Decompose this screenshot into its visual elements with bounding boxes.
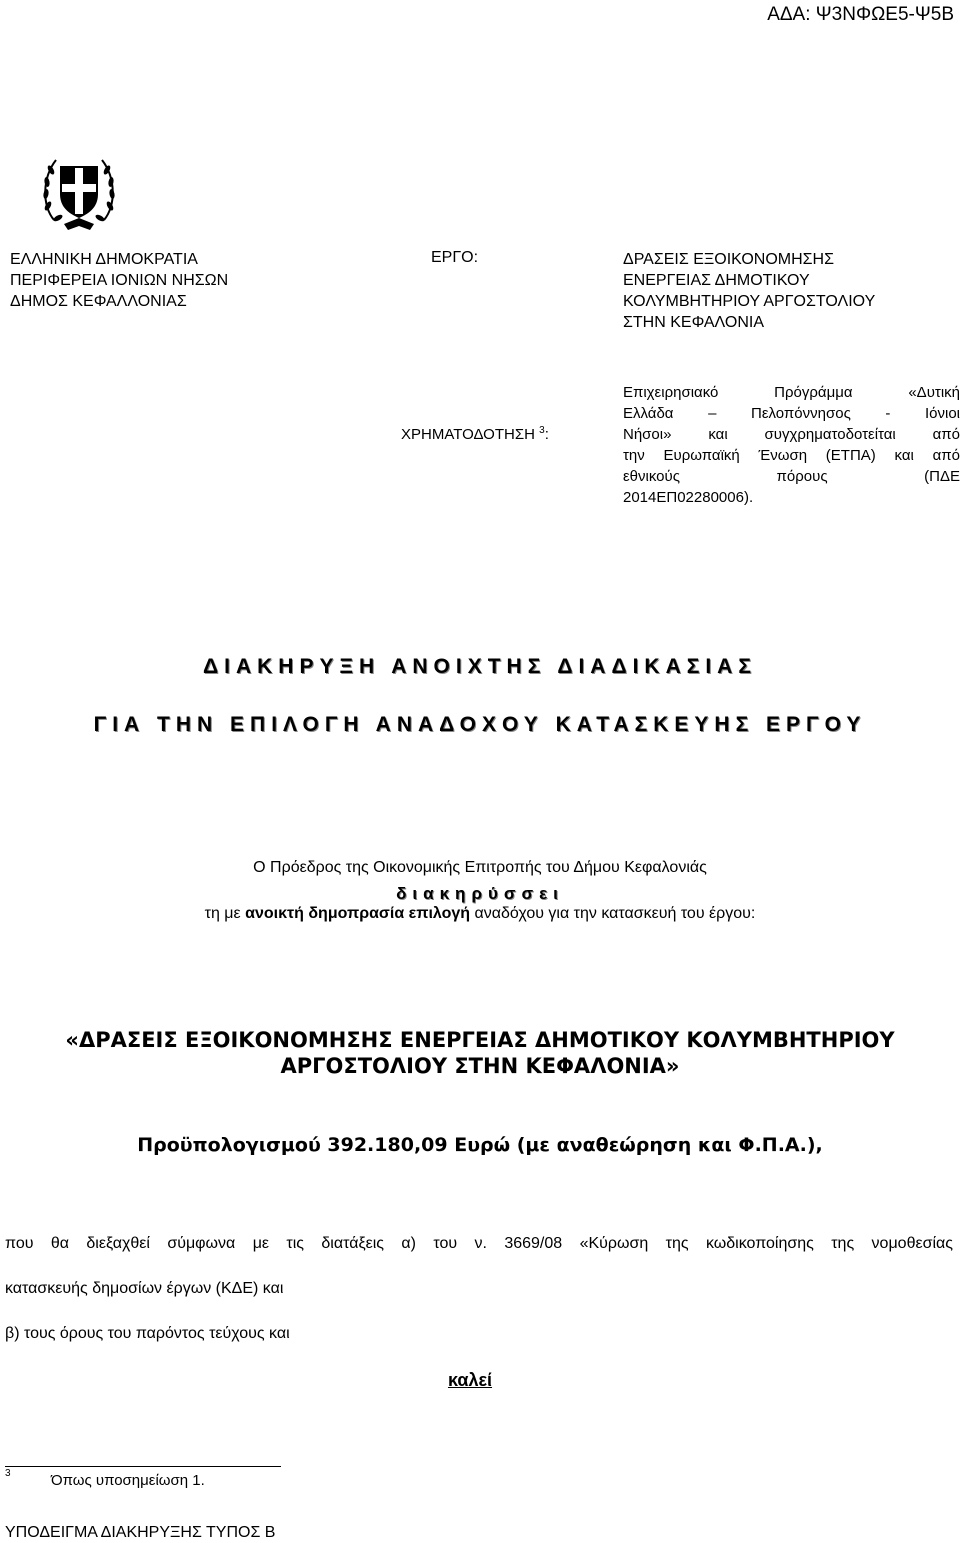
project-name-line: ΑΡΓΟΣΤΟΛΙΟΥ ΣΤΗΝ ΚΕΦΑΛΟΝΙΑ»: [280, 1054, 680, 1078]
project-title-line: ΚΟΛΥΜΒΗΤΗΡΙΟΥ ΑΡΓΟΣΤΟΛΙΟΥ: [623, 293, 876, 310]
funding-footnote-ref: 3: [539, 425, 545, 436]
funding-line: Επιχειρησιακό Πρόγράμμα «Δυτική: [623, 384, 960, 401]
page-footer: ΥΠΟΔΕΙΓΜΑ ΔΙΑΚΗΡΥΞΗΣ ΤΥΠΟΣ Β: [5, 1524, 276, 1541]
paragraph-line: β) τους όρους του παρόντος τεύχους και: [5, 1325, 290, 1342]
footnote: [5, 1468, 205, 1489]
sub-heading: ΓΙΑ ΤΗΝ ΕΠΙΛΟΓΗ ΑΝΑΔΟΧΟΥ ΚΑΤΑΣΚΕΥΗΣ ΕΡΓΟΥ: [93, 713, 867, 736]
funding-line: Νήσοι» και συγχρηματοδοτείται από: [623, 426, 960, 443]
project-title-block: [623, 249, 875, 333]
project-name: [0, 1027, 960, 1079]
footnote-divider: [5, 1466, 281, 1467]
funding-text: [623, 382, 960, 508]
footnote-number: 3: [5, 1468, 11, 1479]
greek-coat-of-arms-icon: [38, 148, 120, 234]
ada-code: ΑΔΑ: Ψ3ΝΦΩΕ5-Ψ5Β: [767, 4, 954, 25]
paragraph-line: που θα διεξαχθεί σύμφωνα με τις διατάξεις α) του ν. 3669/08 «Κύρωση της κωδικοποίησης της νομοθεσίας: [5, 1235, 953, 1252]
project-title-line: ΕΝΕΡΓΕΙΑΣ ΔΗΜΟΤΙΚΟΥ: [623, 272, 810, 289]
funding-line: Ελλάδα – Πελοπόννησος - Ιόνιοι: [623, 405, 960, 422]
president-line: Ο Πρόεδρος της Οικονομικής Επιτροπής του Δήμου Κεφαλονιάς: [253, 859, 707, 876]
project-name-line: «ΔΡΑΣΕΙΣ ΕΞΟΙΚΟΝΟΜΗΣΗΣ ΕΝΕΡΓΕΙΑΣ ΔΗΜΟΤΙΚΟΥ ΚΟΛΥΜΒΗΤΗΡΙΟΥ: [65, 1028, 895, 1052]
project-title-line: ΔΡΑΣΕΙΣ ΕΞΟΙΚΟΝΟΜΗΣΗΣ: [623, 251, 834, 268]
issuer-line: ΠΕΡΙΦΕΡΕΙΑ ΙΟΝΙΩΝ ΝΗΣΩΝ: [10, 272, 229, 289]
budget-line: Προϋπολογισμού 392.180,09 Ευρώ (με αναθεώρηση και Φ.Π.Α.),: [137, 1134, 823, 1156]
intro-line: τη με ανοικτή δημοπρασία επιλογή αναδόχου για την κατασκευή του έργου:: [204, 905, 756, 922]
funding-line: εθνικούς πόρους (ΠΔΕ: [623, 468, 960, 485]
issuer-block: [10, 249, 228, 312]
funding-line: 2014ΕΠ02280006).: [623, 489, 754, 506]
project-title-line: ΣΤΗΝ ΚΕΦΑΛΟΝΙΑ: [623, 314, 765, 331]
procedure-type: ανοικτή δημοπρασία επιλογή: [245, 905, 471, 922]
funding-label: ΧΡΗΜΑΤΟΔΟΤΗΣΗ $^3$:: [401, 425, 549, 443]
project-label: ΕΡΓΟ:: [431, 249, 479, 266]
issuer-line: ΕΛΛΗΝΙΚΗ ΔΗΜΟΚΡΑΤΙΑ: [10, 251, 198, 268]
announces-word: διακηρύσσει: [396, 884, 564, 903]
paragraph-line: κατασκευής δημοσίων έργων (ΚΔΕ) και: [5, 1280, 284, 1297]
footnote-text: Όπως υποσημείωση 1.: [51, 1472, 205, 1489]
main-heading: ΔΙΑΚΗΡΥΞΗ ΑΝΟΙΧΤΗΣ ΔΙΑΔΙΚΑΣΙΑΣ: [203, 655, 757, 678]
invites-word: καλεί: [447, 1370, 493, 1390]
funding-line: την Ευρωπαϊκή Ένωση (ΕΤΠΑ) και από: [623, 447, 960, 464]
issuer-line: ΔΗΜΟΣ ΚΕΦΑΛΛΟΝΙΑΣ: [10, 293, 187, 310]
